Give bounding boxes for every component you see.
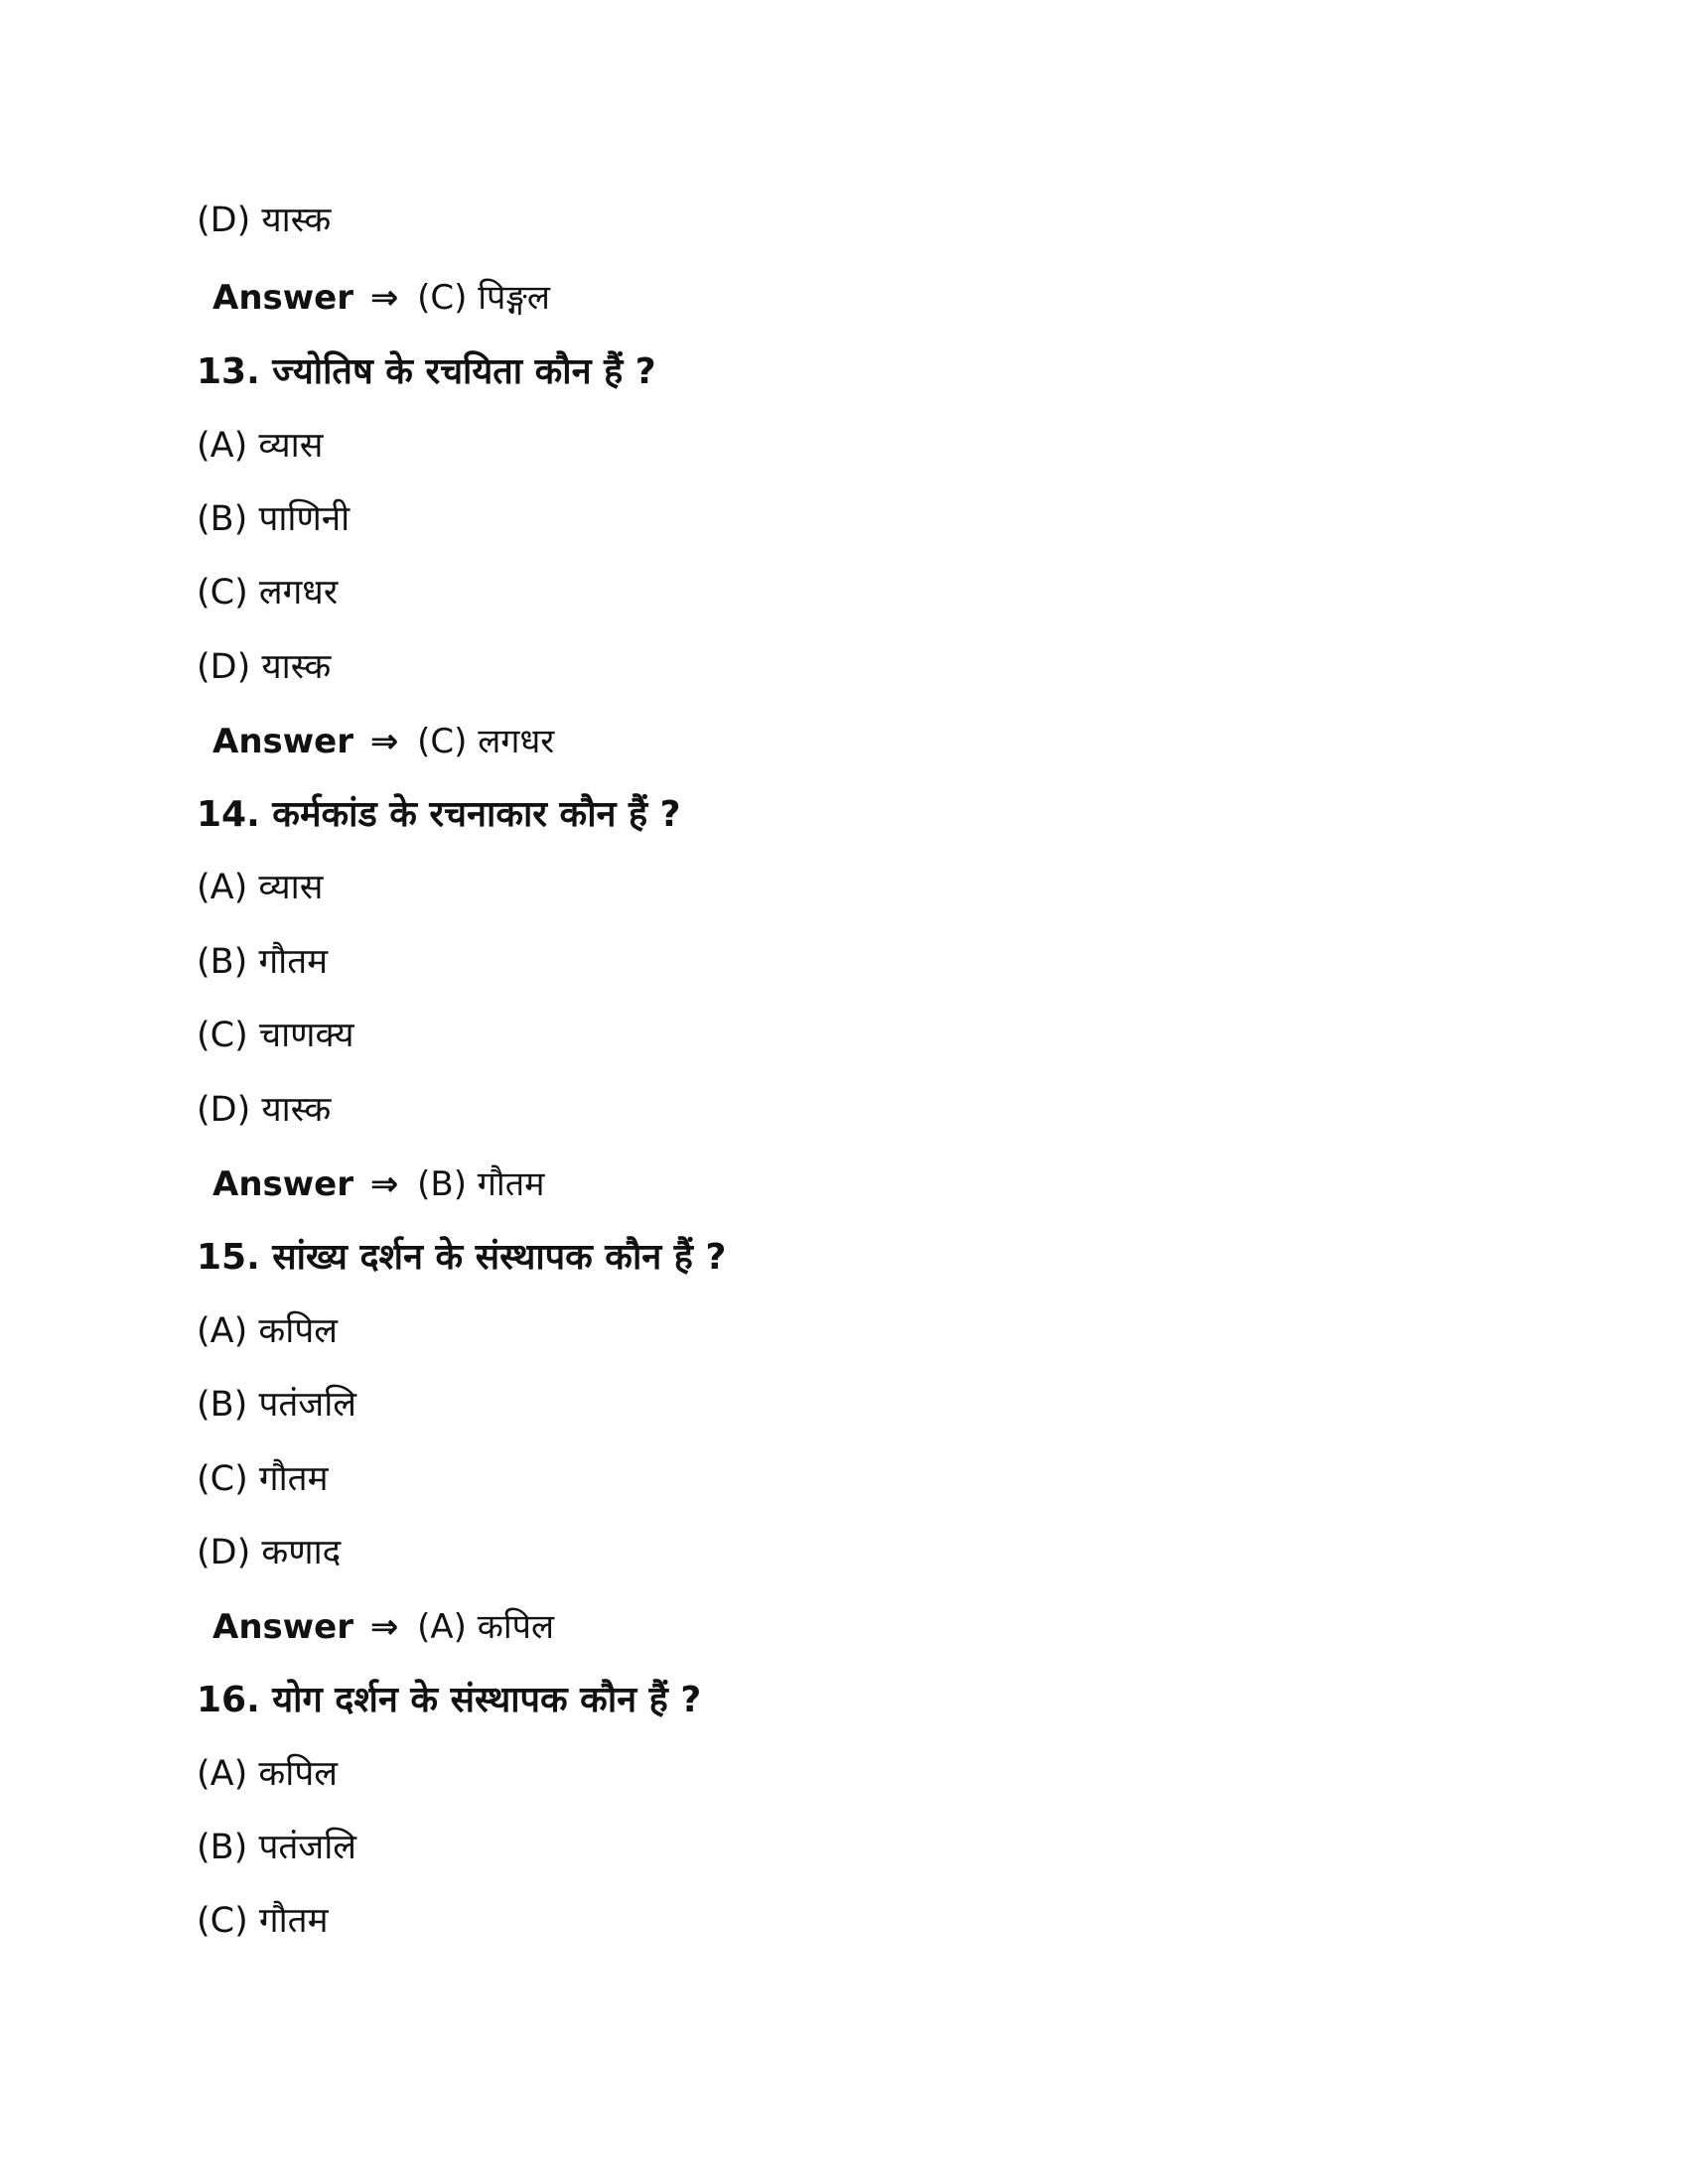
- answer-label: Answer: [212, 1607, 353, 1647]
- option-d-q14: (D) यास्क: [197, 1090, 332, 1130]
- question-13: 13. ज्योतिष के रचयिता कौन हैं ?: [197, 351, 656, 392]
- option-c-q13: (C) लगधर: [197, 573, 339, 613]
- option-a-q13: (A) व्यास: [197, 426, 324, 466]
- option-b-q13: (B) पाणिनी: [197, 499, 351, 539]
- option-b-q16: (B) पतंजलि: [197, 1828, 357, 1867]
- arrow-icon: ⇒: [369, 1164, 399, 1204]
- option-d-q13: (D) यास्क: [197, 647, 332, 687]
- question-16: 16. योग दर्शन के संस्थापक कौन हैं ?: [197, 1680, 702, 1720]
- answer-label: Answer: [212, 278, 353, 318]
- arrow-icon: ⇒: [369, 722, 399, 761]
- answer-label: Answer: [212, 1164, 353, 1204]
- answer-q12: [212, 278, 550, 318]
- answer-value: (C) पिङ्गल: [417, 278, 550, 318]
- arrow-icon: ⇒: [369, 1607, 399, 1647]
- answer-value: (B) गौतम: [417, 1164, 545, 1204]
- option-c-q16: (C) गौतम: [197, 1901, 329, 1941]
- option-b-q15: (B) पतंजलि: [197, 1385, 357, 1425]
- question-15: 15. सांख्य दर्शन के संस्थापक कौन हैं ?: [197, 1237, 727, 1278]
- answer-value: (A) कपिल: [417, 1607, 555, 1647]
- option-d-q12: (D) यास्क: [197, 201, 332, 240]
- arrow-icon: ⇒: [369, 278, 399, 318]
- option-b-q14: (B) गौतम: [197, 942, 329, 982]
- option-a-q15: (A) कपिल: [197, 1311, 338, 1351]
- option-a-q16: (A) कपिल: [197, 1754, 338, 1794]
- option-a-q14: (A) व्यास: [197, 868, 324, 907]
- option-c-q14: (C) चाणक्य: [197, 1016, 354, 1055]
- answer-label: Answer: [212, 722, 353, 761]
- option-c-q15: (C) गौतम: [197, 1459, 329, 1499]
- question-14: 14. कर्मकांड के रचनाकार कौन हैं ?: [197, 794, 681, 835]
- answer-q13: [212, 722, 555, 761]
- answer-q15: [212, 1607, 555, 1647]
- answer-value: (C) लगधर: [417, 722, 555, 761]
- option-d-q15: (D) कणाद: [197, 1533, 342, 1572]
- answer-q14: [212, 1164, 545, 1204]
